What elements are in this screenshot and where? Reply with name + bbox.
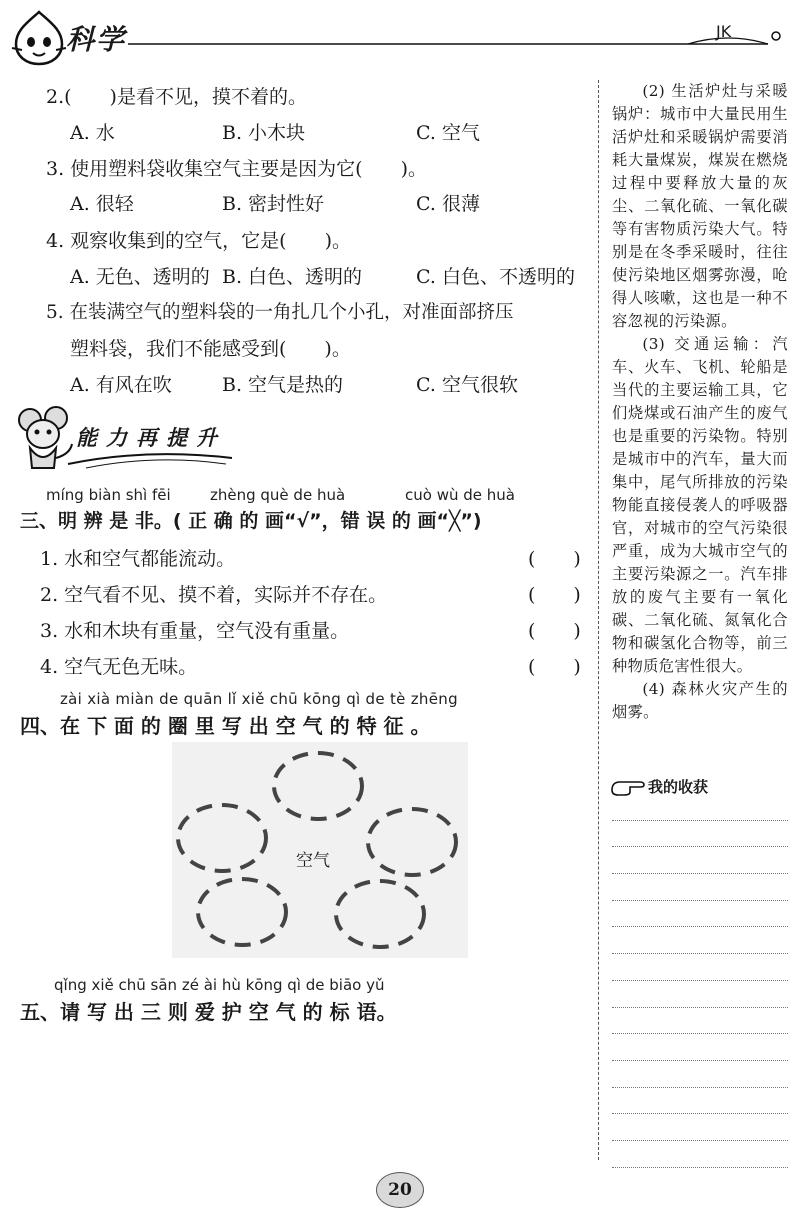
section3-answer-2[interactable]: ( ): [528, 584, 581, 606]
section3-pinyin-2: zhèng què de huà: [210, 486, 346, 504]
mascot-icon: [8, 8, 70, 66]
question-5-option-b: B. 空气是热的: [222, 374, 344, 396]
oval-right: [368, 809, 456, 875]
question-4-option-a: A. 无色、透明的: [70, 266, 210, 288]
sidebar-divider: [598, 80, 599, 1160]
question-2-stem: 2.( )是看不见，摸不着的。: [46, 86, 307, 108]
question-5-option-a: A. 有风在吹: [70, 374, 172, 396]
page-number: 20: [388, 1180, 412, 1200]
question-5-option-c: C. 空气很软: [416, 374, 518, 396]
question-3-option-c: C. 很薄: [416, 193, 480, 215]
question-3-option-a: A. 很轻: [70, 193, 134, 215]
page-number-badge: [376, 1172, 424, 1208]
section4-pinyin: zài xià miàn de quān lǐ xiě chū kōng qì de tè zhēng: [60, 690, 458, 708]
subject-title: 科学: [66, 23, 127, 56]
oval-bottom-left: [198, 879, 286, 945]
section5-pinyin: qǐng xiě chū sān zé ài hù kōng qì de biāo yǔ: [54, 976, 385, 994]
question-4-option-c: C. 白色、不透明的: [416, 266, 575, 288]
air-circles-diagram: [172, 742, 468, 958]
question-4-stem: 4. 观察收集到的空气，它是( )。: [46, 230, 351, 252]
section3-answer-4[interactable]: ( ): [528, 656, 581, 678]
section3-answer-3[interactable]: ( ): [528, 620, 581, 642]
question-2-option-a: A. 水: [70, 122, 115, 144]
oval-bottom-right: [336, 881, 424, 947]
question-4-option-b: B. 白色、透明的: [222, 266, 363, 288]
banner-swash: [66, 444, 236, 470]
banner-title: 能力再提升: [76, 426, 226, 450]
sidebar-paragraph-2: (2) 生活炉灶与采暖锅炉：城市中大量民用生活炉灶和采暖锅炉需要消耗大量煤炭，煤炭在燃烧过程中要释放大量的灰尘、二氧化硫、一氧化碳等有害物质污染大气。特别是在冬季采暖时，往往使污染地区烟雾弥漫，呛得人咳嗽，这也是一种不容忽视的污染源。: [612, 82, 788, 330]
section3-answer-1[interactable]: ( ): [528, 548, 581, 570]
sidebar-paragraph-4: (4) 森林火灾产生的烟雾。: [612, 680, 788, 721]
question-5-stem-line1: 5. 在装满空气的塑料袋的一角扎几个小孔，对准面部挤压: [46, 302, 514, 323]
header: [0, 0, 800, 70]
section3-item-4: 4. 空气无色无味。: [40, 656, 198, 678]
section3-item-3: 3. 水和木块有重量，空气没有重量。: [40, 620, 350, 642]
harvest-lines[interactable]: [612, 794, 788, 1158]
ability-banner: [10, 404, 240, 476]
section3-title: 三、明 辨 是 非。( 正 确 的 画“√”，错 误 的 画“╳”): [20, 510, 482, 532]
harvest-label: 我的收获: [648, 778, 709, 796]
question-5-stem-line2: 塑料袋，我们不能感受到( )。: [70, 338, 351, 360]
question-2-option-c: C. 空气: [416, 122, 480, 144]
sidebar-notes: [612, 80, 788, 724]
section4-title: 四、在 下 面 的 圈 里 写 出 空 气 的 特 征 。: [20, 714, 431, 738]
section3-item-2: 2. 空气看不见、摸不着，实际并不存在。: [40, 584, 388, 606]
air-center-label: 空气: [296, 851, 330, 871]
section3-item-1: 1. 水和空气都能流动。: [40, 548, 236, 570]
question-3-stem: 3. 使用塑料袋收集空气主要是因为它( )。: [46, 158, 427, 180]
header-rule: [128, 30, 788, 50]
oval-top: [274, 753, 362, 819]
question-2-option-b: B. 小木块: [222, 122, 306, 144]
sidebar-paragraph-3: (3) 交通运输：汽车、火车、飞机、轮船是当代的主要运输工具，它们烧煤或石油产生的废气也是重要的污染物。特别是城市中的汽车，量大而集中，尾气所排放的污染物能直接侵袭人的呼吸器官，对城市的空气污染很严重，成为大城市空气的主要污染源之一。汽车排放的废气主要有一氧化碳、二氧化硫、氮氧化合物和碳氢化合物等，前三种物质危害性很大。: [612, 335, 788, 675]
oval-left: [178, 805, 266, 871]
section5-title: 五、请 写 出 三 则 爱 护 空 气 的 标 语。: [20, 1000, 397, 1024]
question-3-option-b: B. 密封性好: [222, 193, 325, 215]
section3-pinyin-1: míng biàn shì fēi: [46, 486, 171, 504]
section3-pinyin-3: cuò wù de huà: [405, 486, 515, 504]
edition-label: JK: [716, 22, 732, 41]
pointing-hand-icon: [610, 776, 646, 796]
